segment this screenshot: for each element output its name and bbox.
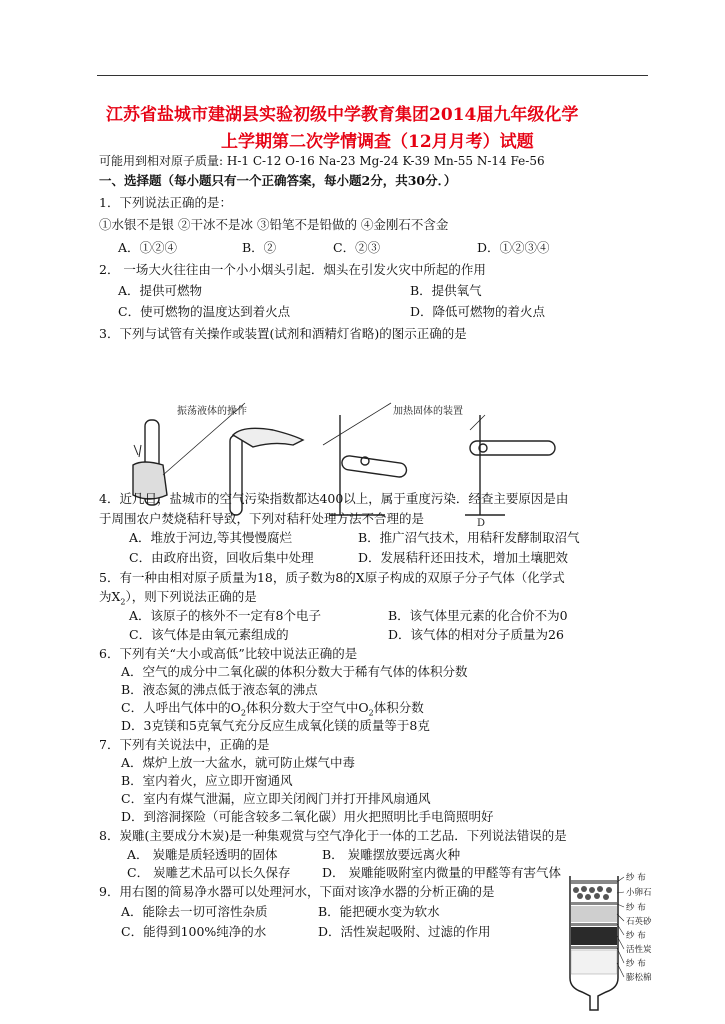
q3-stem: 3．下列与试管有关操作或装置(试剂和酒精灯省略)的图示正确的是 <box>99 326 467 341</box>
layer-label-8: 膨松棉 <box>626 973 652 983</box>
q6-stem: 6．下列有关“大小或高低”比较中说法正确的是 <box>99 646 358 661</box>
header-rule <box>97 75 648 76</box>
q5-stem-line2: 为$X_2$），则下列说法正确的是 <box>99 589 257 607</box>
q8-option-b: B． 炭雕摆放要远离火种 <box>322 847 461 862</box>
q7-option-a: A．煤炉上放一大盆水，就可防止煤气中毒 <box>121 755 356 770</box>
q8-option-a: A． 炭雕是质轻透明的固体 <box>127 847 278 862</box>
q2-stem: 2． 一场大火往往由一个小小烟头引起．烟头在引发火灾中所起的作用 <box>99 262 486 277</box>
q5-stem-line1: 5．有一种由相对原子质量为18，质子数为8的X原子构成的双原子分子气体（化学式 <box>99 570 565 585</box>
layer-label-7: 纱 布 <box>626 959 646 969</box>
q5-option-c: C．该气体是由氧元素组成的 <box>129 627 289 642</box>
q5-option-b: B．该气体里元素的化合价不为0 <box>388 608 568 623</box>
q3-test-tube-figures <box>125 395 575 530</box>
q2-option-b: B．提供氧气 <box>410 283 482 298</box>
q9-option-c: C．能得到100%纯净的水 <box>121 924 267 939</box>
q6-option-d: D．3克镁和5克氧气充分反应生成氧化镁的质量等于8克 <box>121 718 430 733</box>
layer-label-2: 小卵石 <box>626 888 652 898</box>
q6-option-b: B．液态氮的沸点低于液态氧的沸点 <box>121 682 318 697</box>
q2-option-c: C．使可燃物的温度达到着火点 <box>118 304 291 319</box>
layer-label-5: 纱 布 <box>626 931 646 941</box>
q4-option-c: C．由政府出资，回收后集中处理 <box>129 550 314 565</box>
section-heading: 一、选择题（每小题只有一个正确答案，每小题2分，共30分．） <box>99 173 457 188</box>
q7-option-b: B．室内着火，应立即开窗通风 <box>121 773 293 788</box>
exam-title-line1: 江苏省盐城市建湖县实验初级中学教育集团2014届九年级化学 <box>106 105 579 125</box>
q7-option-c: C．室内有煤气泄漏，应立即关闭阀门并打开排风扇通风 <box>121 791 431 806</box>
water-purifier-figure <box>560 868 690 1018</box>
q1-stem: 1．下列说法正确的是： <box>99 195 232 210</box>
layer-label-3: 纱 布 <box>626 903 646 913</box>
layer-label-6: 活性炭 <box>626 945 652 955</box>
q8-option-d: D． 炭雕能吸附室内微量的甲醛等有害气体 <box>322 865 561 880</box>
q8-stem: 8．炭雕(主要成分木炭)是一种集观赏与空气净化于一体的工艺品．下列说法错误的是 <box>99 828 567 843</box>
q9-option-b: B．能把硬水变为软水 <box>318 904 440 919</box>
fig-label-d: D <box>477 518 486 529</box>
layer-label-1: 纱 布 <box>626 873 646 883</box>
q9-option-d: D．活性炭起吸附、过滤的作用 <box>318 924 491 939</box>
q4-option-a: A．堆放于河边,等其慢慢腐烂 <box>129 530 293 545</box>
q4-stem-line2: 于周围农户焚烧秸秆导致，下列对秸秆处理方法不合理的是 <box>99 511 425 526</box>
q1-option-b: B．② <box>242 240 277 255</box>
q6-option-a: A．空气的成分中二氧化碳的体积分数大于稀有气体的体积分数 <box>121 664 468 679</box>
q1-option-a: A．①②④ <box>118 240 178 255</box>
q8-option-c: C． 炭雕艺术品可以长久保存 <box>127 865 291 880</box>
q5-option-d: D．该气体的相对分子质量为26 <box>388 627 564 642</box>
q2-option-a: A．提供可燃物 <box>118 283 203 298</box>
q9-stem: 9．用右图的简易净水器可以处理河水，下面对该净水器的分析正确的是 <box>99 884 495 899</box>
q6-option-c: C．人呼出气体中的$O_2$体积分数大于空气中$O_2$体积分数 <box>121 700 424 718</box>
q1-option-c: C．②③ <box>333 240 381 255</box>
q2-option-d: D．降低可燃物的着火点 <box>410 304 546 319</box>
q7-stem: 7．下列有关说法中，正确的是 <box>99 737 270 752</box>
q1-option-d: D．①②③④ <box>477 240 550 255</box>
q4-option-b: B．推广沼气技术，用秸秆发酵制取沼气 <box>358 530 580 545</box>
fig-label-heat: 加热固体的装置 <box>393 406 463 417</box>
exam-title-line2: 上学期第二次学情调查（12月月考）试题 <box>221 132 534 152</box>
atomic-masses: 可能用到相对原子质量: H-1 C-12 O-16 Na-23 Mg-24 K-39 Mn-55 N-14 Fe-56 <box>99 154 545 168</box>
fig-label-shake: 振荡液体的操作 <box>177 406 247 417</box>
q4-option-d: D．发展秸秆还田技术，增加土壤肥效 <box>358 550 569 565</box>
layer-label-4: 石英砂 <box>626 917 652 927</box>
q4-stem-line1: 4．近几日，盐城市的空气污染指数都达400以上，属于重度污染．经查主要原因是由 <box>99 491 569 506</box>
q1-items: ①水银不是银 ②干冰不是冰 ③铅笔不是铅做的 ④金刚石不含金 <box>99 217 449 232</box>
q5-option-a: A．该原子的核外不一定有8个电子 <box>129 608 321 623</box>
q7-option-d: D．到溶洞探险（可能含较多二氧化碳）用火把照明比手电筒照明好 <box>121 809 494 824</box>
q9-option-a: A．能除去一切可溶性杂质 <box>121 904 268 919</box>
